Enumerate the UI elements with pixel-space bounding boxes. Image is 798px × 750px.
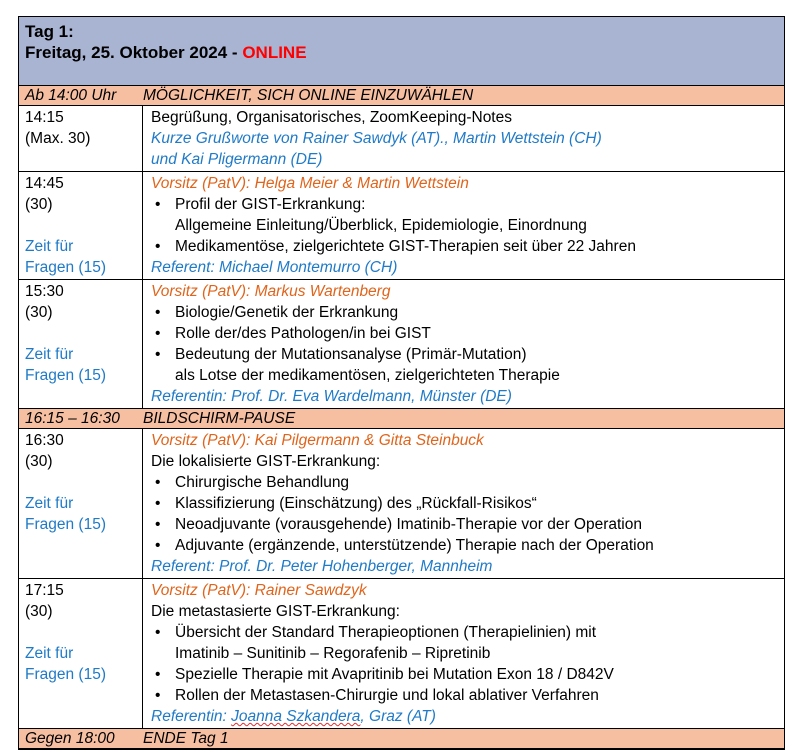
bullet-item: • Medikamentöse, zielgerichtete GIST-Therapien seit über 22 Jahren	[151, 236, 776, 257]
session-line: Begrüßung, Organisatorisches, ZoomKeeping-Notes	[151, 109, 512, 126]
session-content	[143, 579, 784, 728]
chair-line: Vorsitz (PatV): Markus Wartenberg	[151, 283, 391, 300]
question-time-value: Fragen (15)	[25, 516, 106, 533]
question-time-value: Fragen (15)	[25, 367, 106, 384]
greeting-line: Kurze Grußworte von Rainer Sawdyk (AT)., Martin Wettstein (CH)	[151, 130, 602, 147]
bullet-icon: •	[155, 624, 161, 641]
session-time-cell	[19, 280, 143, 408]
day-date-text: Freitag, 25. Oktober 2024 -	[25, 43, 243, 62]
session-content	[143, 429, 784, 578]
session-time-cell	[19, 106, 143, 171]
bullet-continuation: als Lotse der medikamentösen, zielgerichteten Therapie	[175, 367, 560, 384]
question-time-label: Zeit für	[25, 346, 74, 363]
band-login	[19, 86, 784, 106]
bullet-item: • Biologie/Genetik der Erkrankung	[151, 302, 776, 323]
day-date	[25, 42, 778, 63]
bullet-icon: •	[155, 196, 161, 213]
session-duration: (Max. 30)	[25, 130, 91, 147]
session-intro: Die lokalisierte GIST-Erkrankung:	[151, 453, 381, 470]
session-time-cell	[19, 172, 143, 279]
bullet-item: • Chirurgische Behandlung	[151, 472, 776, 493]
band-login-time: Ab 14:00 Uhr	[25, 87, 117, 104]
question-time-label: Zeit für	[25, 495, 74, 512]
session-intro: Die metastasierte GIST-Erkrankung:	[151, 603, 400, 620]
bullet-icon: •	[155, 238, 161, 255]
bullet-item: • Übersicht der Standard Therapieoptionen (Therapielinien) mit	[151, 622, 776, 643]
chair-line: Vorsitz (PatV): Rainer Sawdzyk	[151, 582, 367, 599]
question-time-label: Zeit für	[25, 238, 74, 255]
session-duration: (30)	[25, 196, 53, 213]
session-duration: (30)	[25, 453, 53, 470]
bullet-item: • Spezielle Therapie mit Avapritinib bei Mutation Exon 18 / D842V	[151, 664, 776, 685]
greeting-line: und Kai Pligermann (DE)	[151, 151, 323, 168]
bullet-item: • Klassifizierung (Einschätzung) des „Rückfall-Risikos“	[151, 493, 776, 514]
session-content	[143, 172, 784, 279]
bullet-item: • Adjuvante (ergänzende, unterstützende) Therapie nach der Operation	[151, 535, 776, 556]
bullet-icon: •	[155, 304, 161, 321]
bullet-icon: •	[155, 687, 161, 704]
bullet-icon: •	[155, 346, 161, 363]
band-end-text: ENDE Tag 1	[143, 730, 229, 747]
session-metastatic	[19, 579, 784, 729]
bullet-continuation: Imatinib – Sunitinib – Regorafenib – Ripretinib	[175, 645, 491, 662]
session-time-cell	[19, 429, 143, 578]
bullet-item: • Profil der GIST-Erkrankung:	[151, 194, 776, 215]
bullet-icon: •	[155, 666, 161, 683]
band-end-time: Gegen 18:00	[25, 730, 115, 747]
online-label: ONLINE	[242, 43, 307, 62]
bullet-icon: •	[155, 495, 161, 512]
bullet-item: • Rollen der Metastasen-Chirurgie und lokal ablativer Verfahren	[151, 685, 776, 706]
session-time: 14:45	[25, 175, 64, 192]
speaker-line: Referent: Michael Montemurro (CH)	[151, 259, 398, 276]
bullet-item: • Neoadjuvante (vorausgehende) Imatinib-Therapie vor der Operation	[151, 514, 776, 535]
band-end	[19, 729, 784, 749]
speaker-line: Referentin: Joanna Szkandera, Graz (AT)	[151, 708, 436, 725]
session-time: 14:15	[25, 109, 64, 126]
session-time: 15:30	[25, 283, 64, 300]
speaker-line: Referent: Prof. Dr. Peter Hohenberger, Mannheim	[151, 558, 493, 575]
band-break-time: 16:15 – 16:30	[25, 410, 120, 427]
session-duration: (30)	[25, 603, 53, 620]
day-header	[19, 17, 784, 86]
session-gist-profile	[19, 172, 784, 280]
session-duration: (30)	[25, 304, 53, 321]
bullet-icon: •	[155, 516, 161, 533]
speaker-name: Joanna Szkandera	[231, 708, 361, 725]
program-table	[18, 16, 785, 750]
bullet-icon: •	[155, 325, 161, 342]
day-title: Tag 1:	[25, 22, 74, 41]
speaker-line: Referentin: Prof. Dr. Eva Wardelmann, Münster (DE)	[151, 388, 512, 405]
session-time: 16:30	[25, 432, 64, 449]
session-content	[143, 280, 784, 408]
question-time-value: Fragen (15)	[25, 259, 106, 276]
session-localized	[19, 429, 784, 579]
bullet-icon: •	[155, 474, 161, 491]
bullet-item: • Bedeutung der Mutationsanalyse (Primär-Mutation)	[151, 344, 776, 365]
band-login-text: MÖGLICHKEIT, SICH ONLINE EINZUWÄHLEN	[143, 87, 474, 104]
chair-line: Vorsitz (PatV): Kai Pilgermann & Gitta Steinbuck	[151, 432, 484, 449]
bullet-item: • Rolle der/des Pathologen/in bei GIST	[151, 323, 776, 344]
bullet-continuation: Allgemeine Einleitung/Überblick, Epidemiologie, Einordnung	[175, 217, 587, 234]
question-time-value: Fragen (15)	[25, 666, 106, 683]
session-welcome	[19, 106, 784, 172]
chair-line: Vorsitz (PatV): Helga Meier & Martin Wettstein	[151, 175, 469, 192]
session-content	[143, 106, 784, 171]
session-time-cell	[19, 579, 143, 728]
session-biology	[19, 280, 784, 409]
band-break-text: BILDSCHIRM-PAUSE	[143, 410, 296, 427]
question-time-label: Zeit für	[25, 645, 74, 662]
bullet-icon: •	[155, 537, 161, 554]
session-time: 17:15	[25, 582, 64, 599]
band-break	[19, 409, 784, 429]
